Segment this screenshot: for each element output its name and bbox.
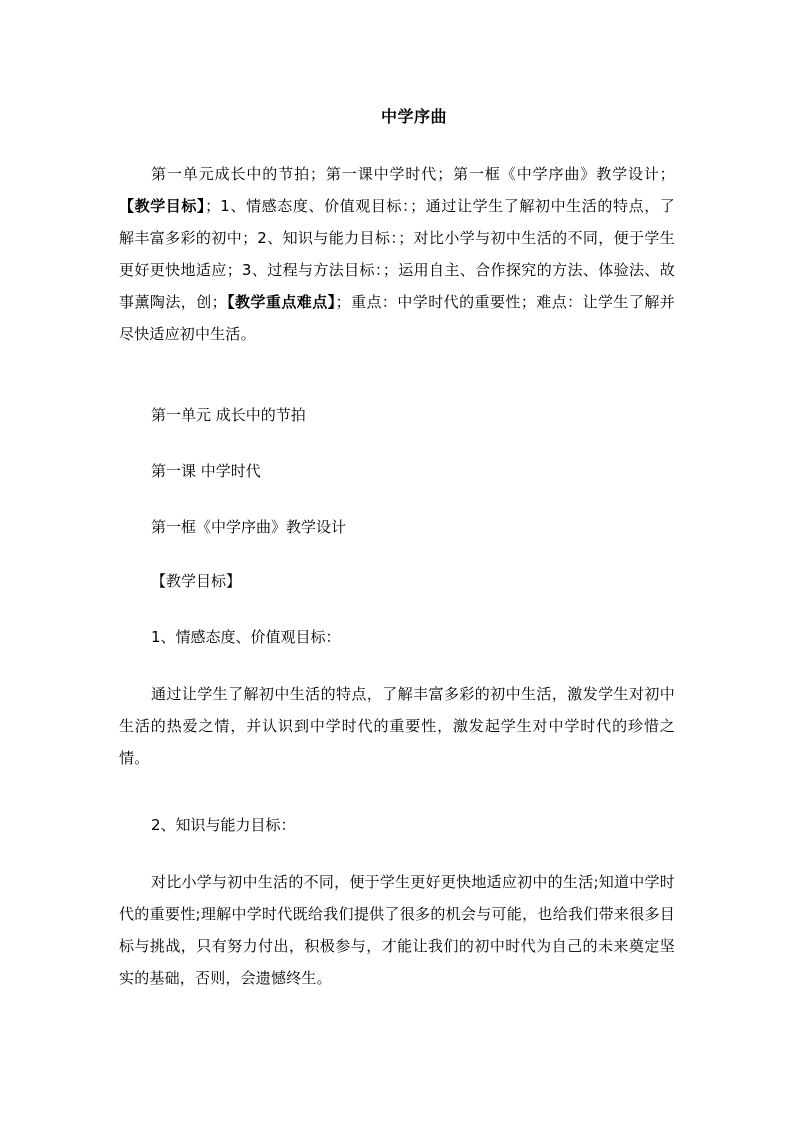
summary-prefix: 第一单元成长中的节拍；第一课中学时代；第一框《中学序曲》教学设计； xyxy=(151,165,675,183)
goal2-heading: 2、知识与能力目标： xyxy=(151,816,296,834)
summary-focus-heading: 【教学重点难点】 xyxy=(226,293,336,311)
goals-heading: 【教学目标】 xyxy=(151,572,242,590)
goal1-paragraph: 通过让学生了解初中生活的特点，了解丰富多彩的初中生活，激发学生对初中生活的热爱之情，并认识到中学时代的重要性，激发起学生对中学时代的珍惜之情。 xyxy=(119,685,675,767)
goal1-heading: 1、情感态度、价值观目标： xyxy=(151,628,341,646)
summary-goal-heading: 【教学目标】 xyxy=(119,197,206,215)
document-title: 中学序曲 xyxy=(380,107,447,126)
summary-body-2: ；重点：中学时代的重要性；难点：让学生了解并尽快适应初中生活。 xyxy=(119,293,675,343)
lesson-heading: 第一课 中学时代 xyxy=(151,462,261,480)
summary-paragraph xyxy=(119,158,675,350)
section-heading: 第一框《中学序曲》教学设计 xyxy=(151,518,347,536)
summary-body-1: ；1、情感态度、价值观目标：；通过让学生了解初中生活的特点，了解丰富多彩的初中；2、知识与能力目标：；对比小学与初中生活的不同，便于学生更好更快地适应；3、过程与方法目标：；运用自主、合作探究的方法、体验法、故事薰陶法，创； xyxy=(119,197,675,311)
goal2-paragraph: 对比小学与初中生活的不同，便于学生更好更快地适应初中的生活;知道中学时代的重要性;理解中学时代既给我们提供了很多的机会与可能，也给我们带来很多目标与挑战，只有努力付出，积极参与，才能让我们的初中时代为自己的未来奠定坚实的基础，否则，会遗憾终生。 xyxy=(119,873,675,987)
unit-heading: 第一单元 成长中的节拍 xyxy=(151,406,306,424)
